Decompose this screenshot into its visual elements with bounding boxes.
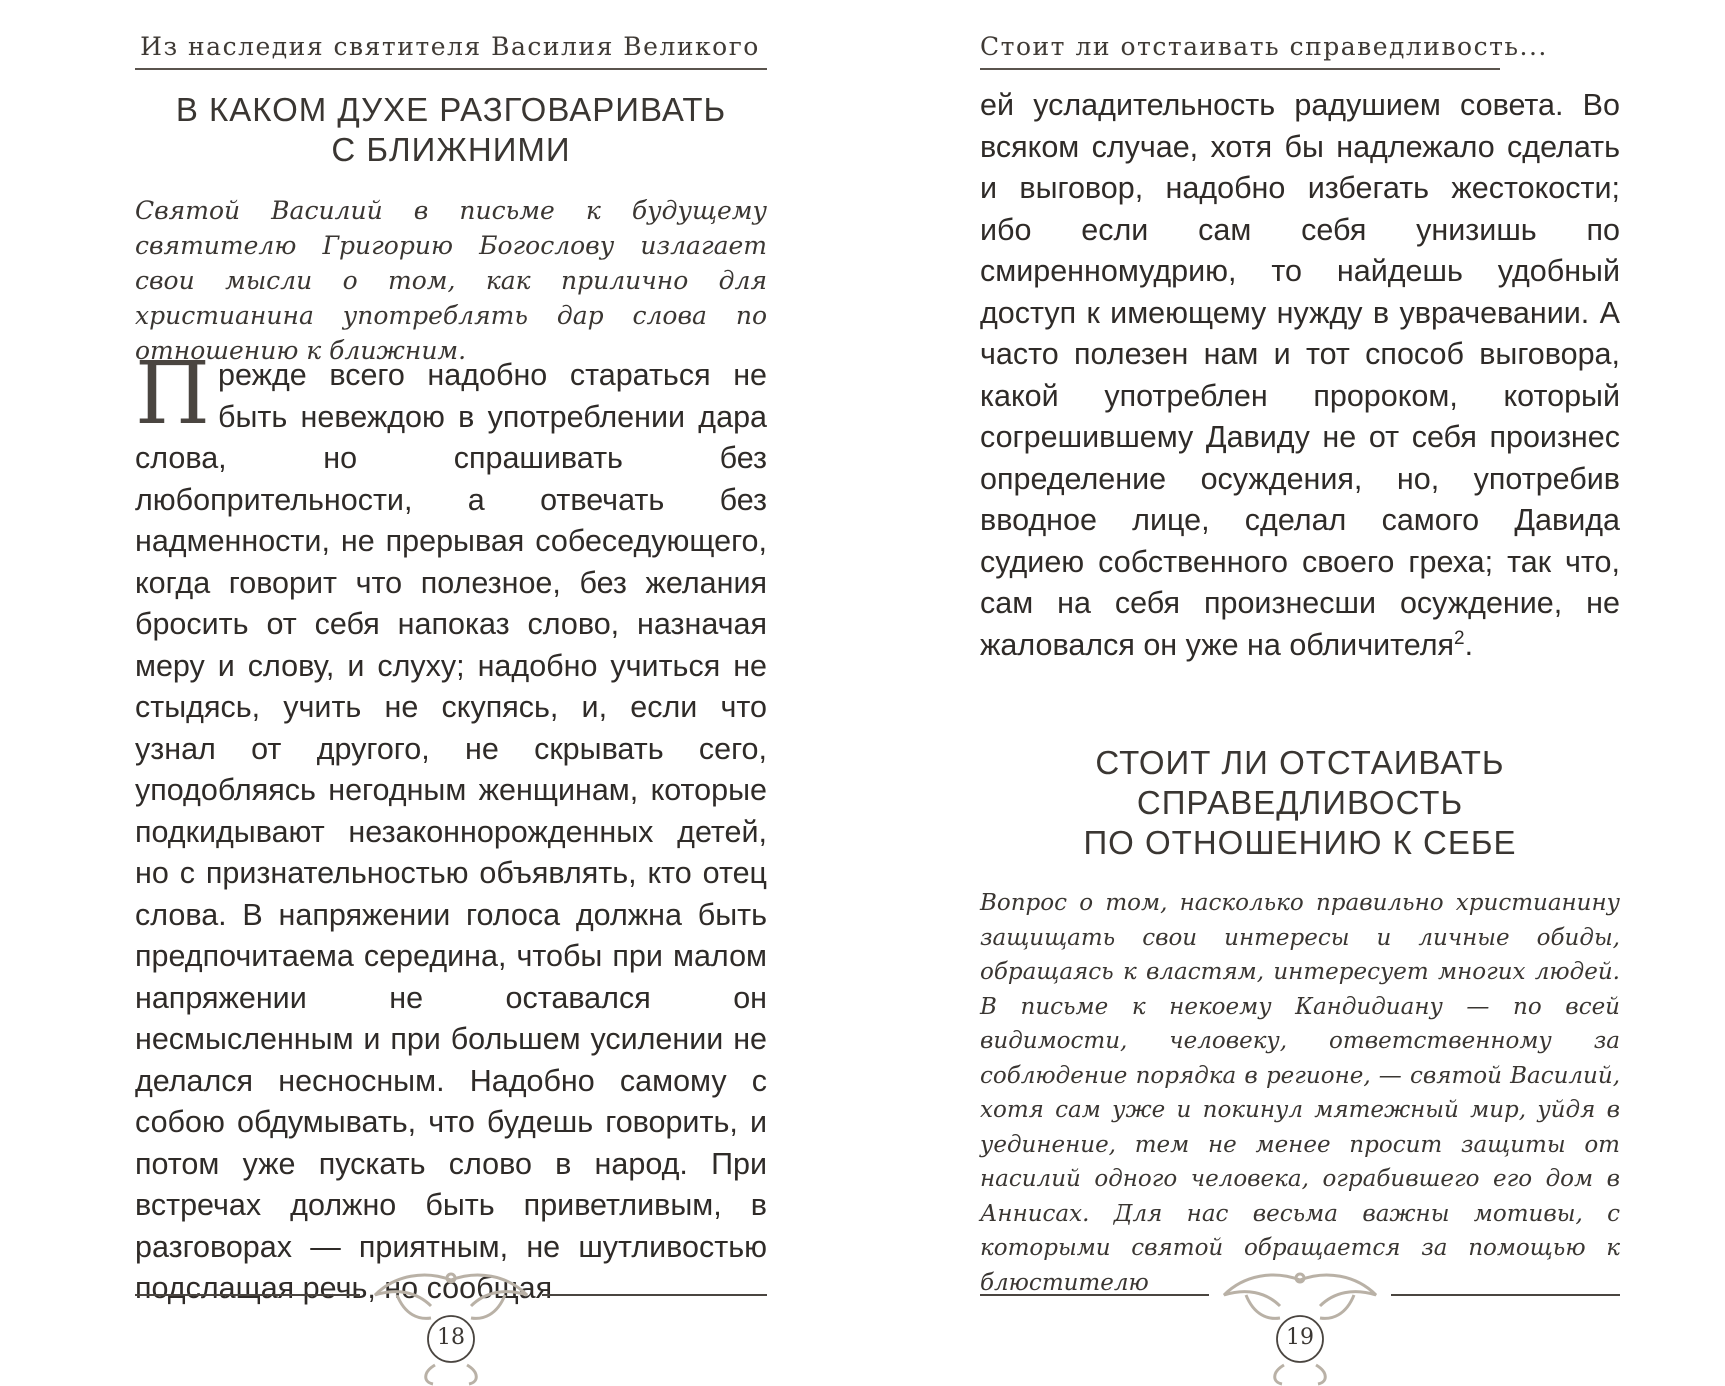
running-head: Из наследия святителя Василия Великого [140,32,760,61]
page-number: 18 [437,1325,465,1350]
section-title-line: СПРАВЕДЛИВОСТЬ [1136,784,1464,821]
section-title-line: СТОИТ ЛИ ОТСТАИВАТЬ [1095,744,1505,781]
drop-cap: П [135,344,210,444]
page-number: 19 [1286,1325,1314,1350]
body-text [135,344,767,1310]
footnote-reference[interactable]: 2 [1454,627,1465,649]
section-title-line: ПО ОТНОШЕНИЮ К СЕБЕ [1083,824,1517,861]
body-paragraph: ей усладительность радушием совета. Во всяком случае, хотя бы надлежало сделать и выговор, надобно избегать жестокости; ибо если сам себя унизишь по смиренномудрию, то найдешь удобный доступ к имеющему нужду в уврачевании. А часто полезен нам и тот способ выговора, какой употреблен пророком, который согрешившему Давиду не от себя произнес определение осуждения, но, употребив вводное лице, сделал самого Давида судиею собственного своего греха; так что, сам на себя произнесши осуждение, не жаловался он уже на обличителя [980,88,1620,662]
body-text-continued [980,85,1620,666]
left-page [0,0,860,1386]
section-intro: Святой Василий в письме к будущему святителю Григорию Богослову излагает свои мысли о том, как прилично для христианина употреблять дар слова по отношению к ближним. [135,196,767,365]
section-title-line: В КАКОМ ДУХЕ РАЗГОВАРИВАТЬ [175,91,727,128]
body-paragraph: режде всего надобно стараться не быть невеждою в употреблении дара слова, но спрашивать без любопрительности, а отвечать без надменности, не прерывая собеседующего, когда говорит что полезное, без желания бросить от себя напоказ слово, назначая меру и слову, и слуху; надобно учиться не стыдясь, учить не скупясь, и, если что узнал от другого, не скрывать сего, уподобляясь негодным женщинам, которые подкидывают незаконнорожденных детей, но с признательностью объявлять, кто отец слова. В напряжении голоса должна быть предпочитаема середина, чтобы при малом напряжении не оставался он несмысленным и при большем усилении не делался несносным. Надобно самому с собою обдумывать, что будешь говорить, и потом уже пускать слово в народ. При встречах должно быть приветливым, в разговорах — приятным, не шутливостью подслащая речь, но сообщая [135,358,767,1305]
right-page [860,0,1725,1386]
body-paragraph-end: . [1464,627,1474,662]
running-head-rule [135,68,767,70]
section-title-line: С БЛИЖНИМИ [331,131,571,168]
page-footer [135,1270,767,1386]
section-title [135,90,767,170]
section-title [980,743,1620,863]
running-head: Стоит ли отстаивать справедливость... [980,32,1548,61]
section-intro: Вопрос о том, насколько правильно христианину защищать свои интересы и личные обиды, обращаясь к властям, интересует многих людей. В письме к некоему Кандидиану — по всей видимости, человеку, ответственному за соблюдение порядка в регионе, — святой Василий, хотя сам уже и покинул мятежный мир, уйдя в уединение, тем не менее просит защиты от насилий одного человека, ограбившего его дом в Аннисах. Для нас весьма важны мотивы, с которыми святой обращается за помощью к блюстителю [980,890,1620,1296]
page-footer [980,1270,1620,1386]
running-head-rule [980,68,1500,70]
